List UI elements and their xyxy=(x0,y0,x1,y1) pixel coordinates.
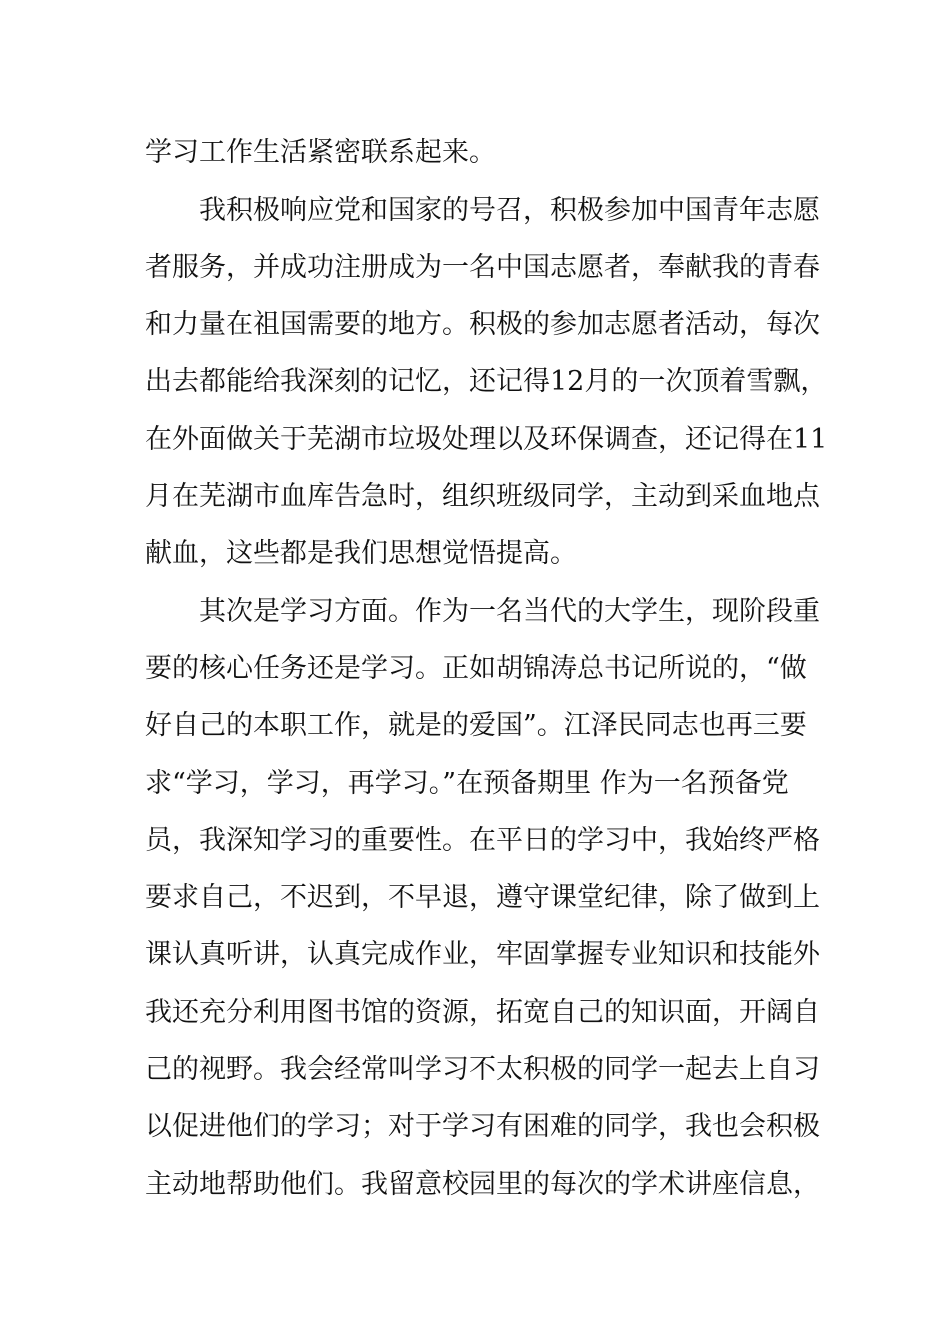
text-line: 课认真听讲，认真完成作业，牢固掌握专业知识和技能外 xyxy=(145,939,820,970)
text-line: 和力量在祖国需要的地方。积极的参加志愿者活动，每次 xyxy=(145,309,820,340)
text-line: 在外面做关于芜湖市垃圾处理以及环保调查，还记得在11 xyxy=(145,424,828,455)
paragraph-first-line: 我积极响应党和国家的号召，积极参加中国青年志愿 xyxy=(199,195,820,226)
text-line: 我还充分利用图书馆的资源，拓宽自己的知识面，开阔自 xyxy=(145,997,820,1028)
text-line: 以促进他们的学习；对于学习有困难的同学，我也会积极 xyxy=(145,1111,820,1142)
text-line: 主动地帮助他们。我留意校园里的每次的学术讲座信息， xyxy=(145,1169,820,1200)
text-line: 者服务，并成功注册成为一名中国志愿者，奉献我的青春 xyxy=(145,252,820,283)
text-line: 求“学习，学习，再学习。”在预备期里 作为一名预备党 xyxy=(145,768,789,799)
text-line: 出去都能给我深刻的记忆，还记得12月的一次顶着雪飘， xyxy=(145,366,828,397)
text-line: 要求自己，不迟到，不早退，遵守课堂纪律，除了做到上 xyxy=(145,882,820,913)
text-line: 月在芜湖市血库告急时，组织班级同学，主动到采血地点 xyxy=(145,481,820,512)
text-line: 要的核心任务还是学习。正如胡锦涛总书记所说的，“做 xyxy=(145,653,807,684)
text-line: 员，我深知学习的重要性。在平日的学习中，我始终严格 xyxy=(145,825,820,856)
text-line: 献血，这些都是我们思想觉悟提高。 xyxy=(145,538,577,569)
text-line: 学习工作生活紧密联系起来。 xyxy=(145,137,496,168)
text-line: 好自己的本职工作，就是的爱国”。江泽民同志也再三要 xyxy=(145,710,807,741)
paragraph-first-line: 其次是学习方面。作为一名当代的大学生，现阶段重 xyxy=(199,596,820,627)
text-line: 己的视野。我会经常叫学习不太积极的同学一起去上自习 xyxy=(145,1054,820,1085)
